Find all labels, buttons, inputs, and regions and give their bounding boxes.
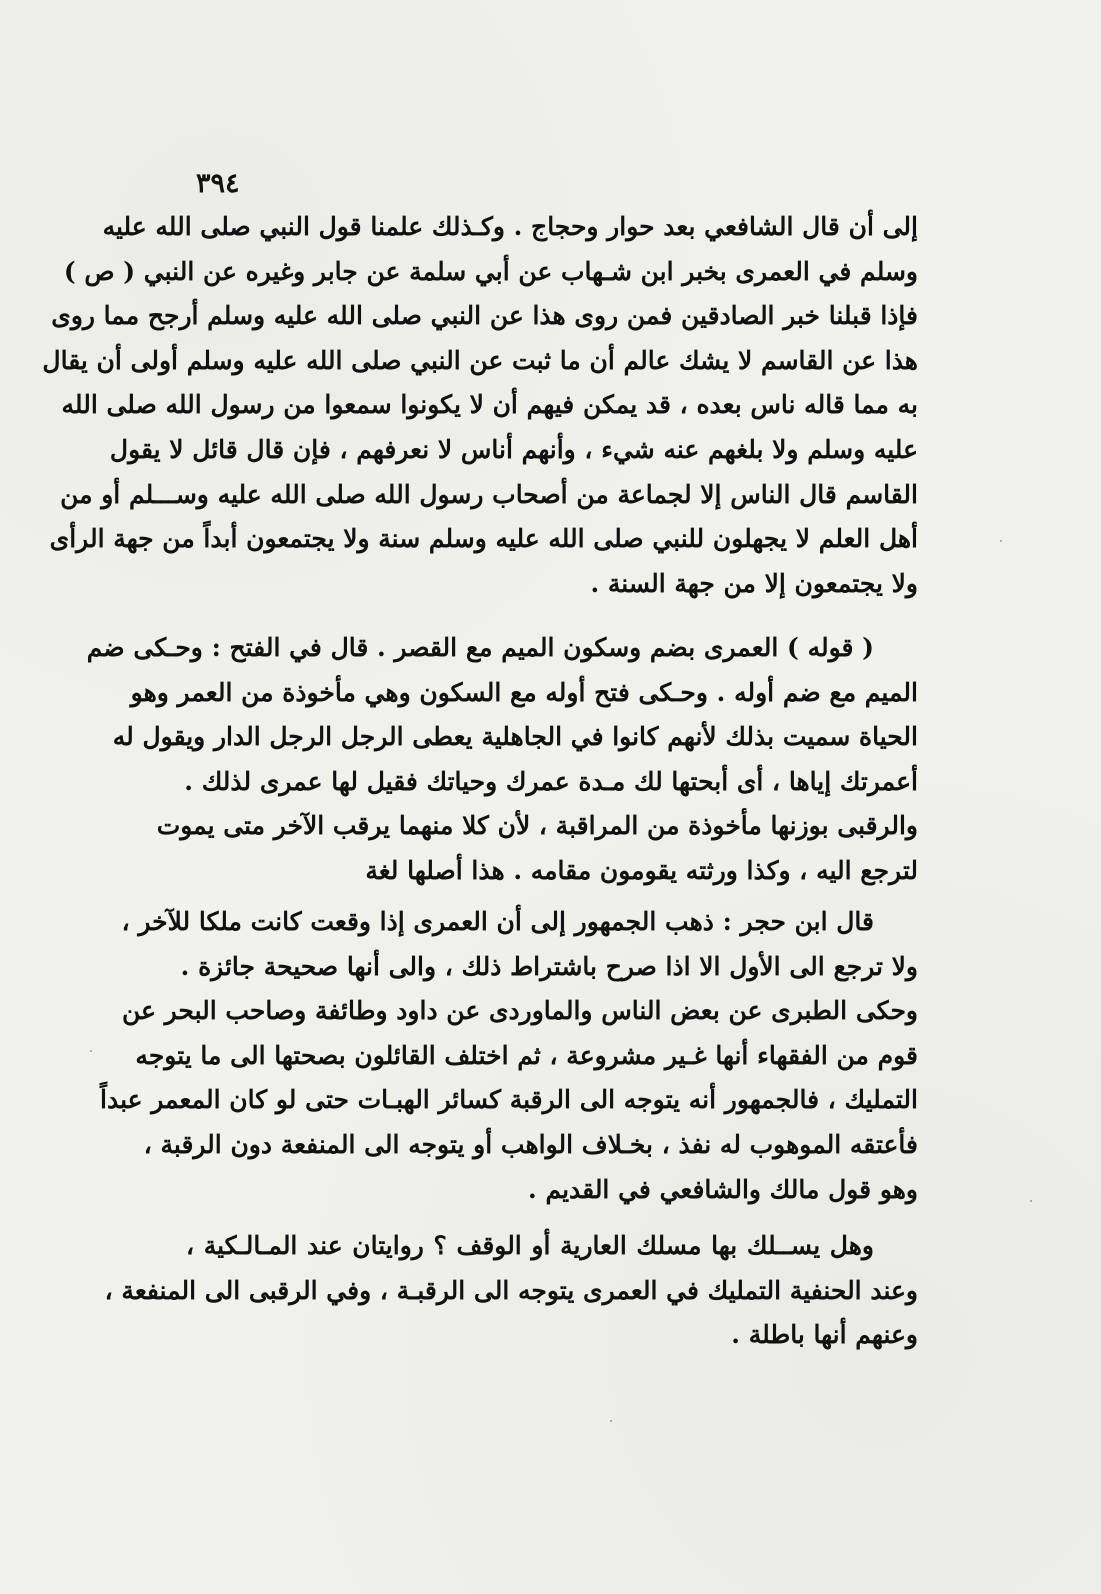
text-line: قوم من الفقهاء أنها غـير مشروعة ، ثم اختلف القائلون بصحتها الى ما يتوجه (135, 1040, 918, 1070)
scan-speck (1000, 540, 1002, 542)
text-line: فإذا قبلنا خبر الصادقين فمن روى هذا عن النبي صلى الله عليه وسلم أرجح مما روى (51, 301, 918, 331)
text-line: هذا عن القاسم لا يشك عالم أن ما ثبت عن النبي صلى الله عليه وسلم أولى أن يقال (42, 345, 918, 375)
text-line: وسلم في العمرى بخبر ابن شـهاب عن أبي سلمة عن جابر وغيره عن النبي ( ص ) (63, 256, 918, 286)
text-line: قال ابن حجر : ذهب الجمهور إلى أن العمرى إذا وقعت كانت ملكا للآخر ، (121, 907, 874, 936)
scan-speck (1030, 1200, 1032, 1202)
text-line: والرقبى بوزنها مأخوذة من المراقبة ، لأن كلا منهما يرقب الآخر متى يموت (156, 811, 918, 841)
text-line: التمليك ، فالجمهور أنه يتوجه الى الرقبة كسائر الهبـات حتى لو كان المعمر عبداً (100, 1085, 918, 1115)
text-line: وعند الحنفية التمليك في العمرى يتوجه الى الرقبـة ، وفي الرقبى الى المنفعة ، (104, 1275, 918, 1305)
text-line: ( قوله ) العمرى بضم وسكون الميم مع القصر . قال في الفتح : وحـكى ضم (86, 633, 874, 662)
paragraph-2 (86, 626, 918, 894)
text-line: عليه وسلم ولا بلغهم عنه شيء ، وأنهم أناس لا نعرفهم ، فإن قال قائل لا يقول (109, 434, 918, 464)
text-line: وهو قول مالك والشافعي في القديم . (528, 1174, 918, 1204)
text-line: لترجع اليه ، وكذا ورثته يقومون مقامه . هذا أصلها لغة (365, 855, 918, 885)
scan-speck (90, 1050, 92, 1052)
page-number: ٣٩٤ (196, 168, 240, 199)
text-line: الميم مع ضم أوله . وحـكى فتح أوله مع السكون وهي مأخوذة من العمر وهو (130, 677, 918, 707)
text-line: فأعتقه الموهوب له نفذ ، بخـلاف الواهب أو يتوجه الى المنفعة دون الرقبة ، (143, 1129, 918, 1159)
text-line: وعنهم أنها باطلة . (731, 1320, 918, 1350)
text-line: وحكى الطبرى عن بعض الناس والماوردى عن داود وطائفة وصاحب البحر عن (121, 996, 918, 1026)
text-line: به مما قاله ناس بعده ، قد يمكن فيهم أن لا يكونوا سمعوا من رسول الله صلى الله (61, 390, 918, 420)
text-line: أعمرتك إياها ، أى أبحتها لك مـدة عمرك وحياتك فقيل لها عمرى لذلك . (184, 766, 918, 796)
text-line: القاسم قال الناس إلا لجماعة من أصحاب رسول الله صلى الله عليه وســـلم أو من (60, 479, 918, 509)
paragraph-3 (100, 900, 918, 1212)
scan-speck (610, 1420, 612, 1422)
text-line: الحياة سميت بذلك لأنهم كانوا في الجاهلية يعطى الرجل الرجل الدار ويقول له (112, 722, 918, 752)
text-line: ولا ترجع الى الأول الا اذا صرح باشتراط ذلك ، والى أنها صحيحة جائزة . (180, 951, 918, 981)
text-line: أهل العلم لا يجهلون للنبي صلى الله عليه وسلم سنة ولا يجتمعون أبداً من جهة الرأى (49, 524, 918, 554)
text-line: إلى أن قال الشافعي بعد حوار وحجاج . وكـذلك علمنا قول النبي صلى الله عليه (102, 212, 918, 241)
text-line: ولا يجتمعون إلا من جهة السنة . (590, 568, 918, 598)
paragraph-1 (42, 205, 918, 606)
paragraph-4 (104, 1224, 918, 1358)
text-line: وهل يســلك بها مسلك العارية أو الوقف ؟ روايتان عند المـالـكية ، (186, 1231, 874, 1260)
